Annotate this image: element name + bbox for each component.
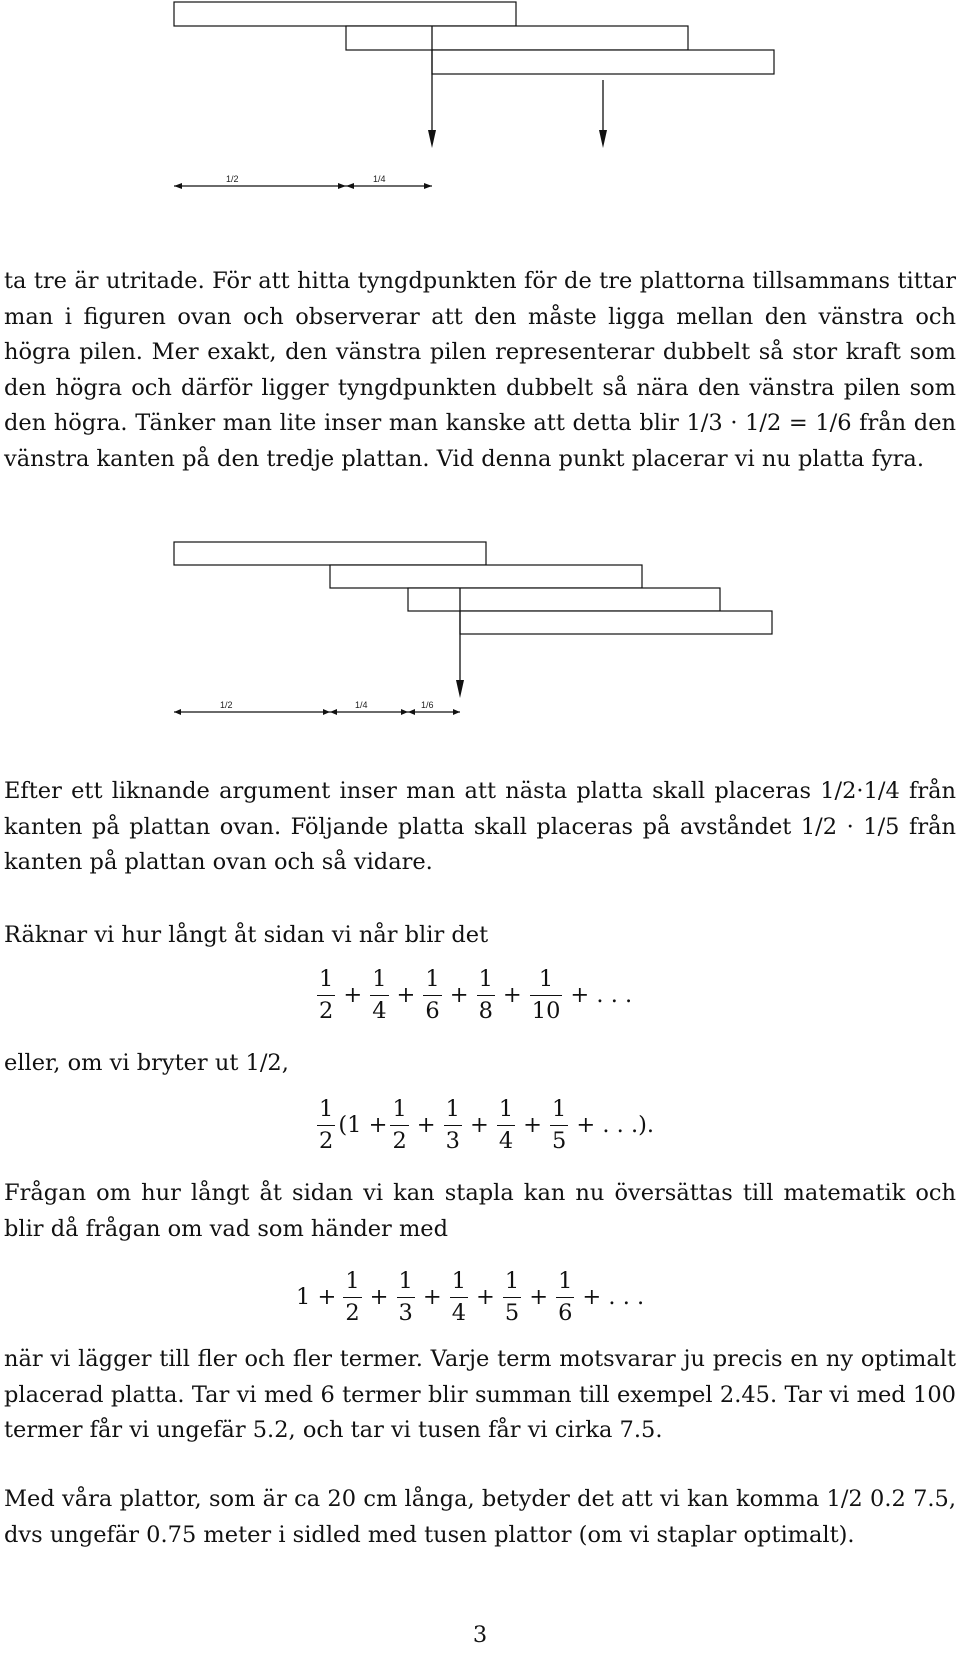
fraction: $\frac{1}{10}$ — [531, 966, 561, 1024]
plate-3 — [408, 588, 720, 611]
dim-arrow-left-1 — [174, 709, 181, 715]
plate-3 — [432, 50, 774, 74]
fraction: $\frac{1}{2}$ — [319, 1096, 334, 1154]
paragraph-more-terms: när vi lägger till fler och fler termer. Varje term motsvarar ju precis en ny optimalt placerad platta. Tar vi med 6 termer blir summan till exempel 2.45. Tar vi med 100 termer får vi ungefär 5.2, och tar vi tusen får vi cirka 7.5. — [4, 1346, 956, 1443]
open-paren: (1 + — [338, 1112, 388, 1138]
figure-three-plates — [0, 0, 960, 200]
fraction: $\frac{1}{2}$ — [319, 966, 334, 1024]
lead-term: 1 + — [296, 1284, 337, 1310]
left-arrow-head — [428, 130, 436, 148]
fraction: $\frac{1}{5}$ — [552, 1096, 567, 1154]
paragraph-question: Frågan om hur långt åt sidan vi kan stapla kan nu översättas till matematik och blir då frågan om vad som händer med — [4, 1180, 956, 1242]
fraction: $\frac{1}{4}$ — [498, 1096, 514, 1154]
paragraph-center-of-mass: ta tre är utritade. För att hitta tyngdpunkten för de tre plattorna tillsammans tittar man i figuren ovan och observerar att den måste ligga mellan den vänstra och högra pilen. Mer exakt, den vänstra pilen representerar dubbelt så stor kraft som den högra och därför ligger tyngdpunkten dubbelt så nära den vänstra pilen som den högra. Tänker man lite inser man kanske att detta blir 1/3 · 1/2 = 1/6 från den vänstra kanten på den tredje plattan. Vid denna punkt placerar vi nu platta fyra. — [4, 268, 956, 472]
fraction: $\frac{1}{2}$ — [345, 1268, 360, 1326]
plus-sign: + — [476, 1284, 495, 1310]
fraction: $\frac{1}{5}$ — [504, 1268, 520, 1326]
dim-arrow-right-2 — [424, 183, 432, 189]
fraction: $\frac{1}{4}$ — [451, 1268, 467, 1326]
plate-4 — [460, 611, 772, 634]
equation-series-half — [314, 968, 637, 1022]
dim-arrow-right-1 — [338, 183, 346, 189]
plus-sign: + — [416, 1112, 436, 1138]
paragraph-plate-length: Med våra plattor, som är ca 20 cm långa, betyder det att vi kan komma 1/2 0.2 7.5, dvs ungefär 0.75 meter i sidled med tusen plattor (om vi staplar optimalt). — [4, 1486, 956, 1548]
plus-sign: + — [343, 982, 363, 1008]
plate-1 — [174, 542, 486, 565]
ellipsis-close: + . . .). — [576, 1112, 655, 1138]
equation-series-factored — [314, 1098, 659, 1152]
fraction: $\frac{1}{4}$ — [372, 966, 387, 1024]
fraction: $\frac{1}{6}$ — [558, 1268, 573, 1326]
plus-sign: + — [502, 982, 522, 1008]
plus-sign: + — [369, 1284, 389, 1310]
dim-arrow-left-2 — [330, 709, 337, 715]
paragraph-next-plate: Efter ett liknande argument inser man att nästa platta skall placeras 1/2·1/4 från kanten på plattan ovan. Följande platta skall placeras på avståndet 1/2 · 1/5 från kanten på plattan ovan och så vidare. — [4, 778, 956, 875]
dim-arrow-left-1 — [174, 183, 182, 189]
plate-2 — [330, 565, 642, 588]
dim-arrow-left-2 — [346, 183, 354, 189]
right-arrow-head — [599, 130, 607, 148]
dim-label-quarter: 1/4 — [373, 174, 386, 184]
plus-sign: + — [523, 1112, 542, 1138]
paragraph-factor-out: eller, om vi bryter ut 1/2, — [4, 1050, 289, 1076]
fraction: $\frac{1}{3}$ — [445, 1096, 460, 1154]
plus-sign: + — [449, 982, 469, 1008]
dim-arrow-right-3 — [453, 709, 460, 715]
dim-label-half: 1/2 — [220, 700, 233, 710]
plus-sign: + — [422, 1284, 442, 1310]
page-number: 3 — [472, 1622, 488, 1648]
figure-four-plates — [0, 540, 960, 720]
dim-arrow-right-2 — [401, 709, 408, 715]
fraction: $\frac{1}{2}$ — [392, 1096, 407, 1154]
ellipsis: + . . . — [582, 1284, 645, 1310]
plate-2 — [346, 26, 688, 50]
plus-sign: + — [469, 1112, 489, 1138]
paragraph-counting: Räknar vi hur långt åt sidan vi når blir det — [4, 922, 489, 948]
dim-arrow-left-3 — [408, 709, 415, 715]
fraction: $\frac{1}{8}$ — [478, 966, 493, 1024]
plate-1 — [174, 2, 516, 26]
equation-harmonic-series — [296, 1270, 649, 1324]
fraction: $\frac{1}{6}$ — [425, 966, 440, 1024]
dim-arrow-right-1 — [323, 709, 330, 715]
dim-label-sixth: 1/6 — [421, 700, 434, 710]
fraction: $\frac{1}{3}$ — [398, 1268, 413, 1326]
ellipsis: + . . . — [570, 982, 633, 1008]
dim-label-quarter: 1/4 — [355, 700, 368, 710]
dim-label-half: 1/2 — [226, 174, 239, 184]
plus-sign: + — [529, 1284, 549, 1310]
arrow-head — [456, 680, 464, 698]
plus-sign: + — [396, 982, 416, 1008]
